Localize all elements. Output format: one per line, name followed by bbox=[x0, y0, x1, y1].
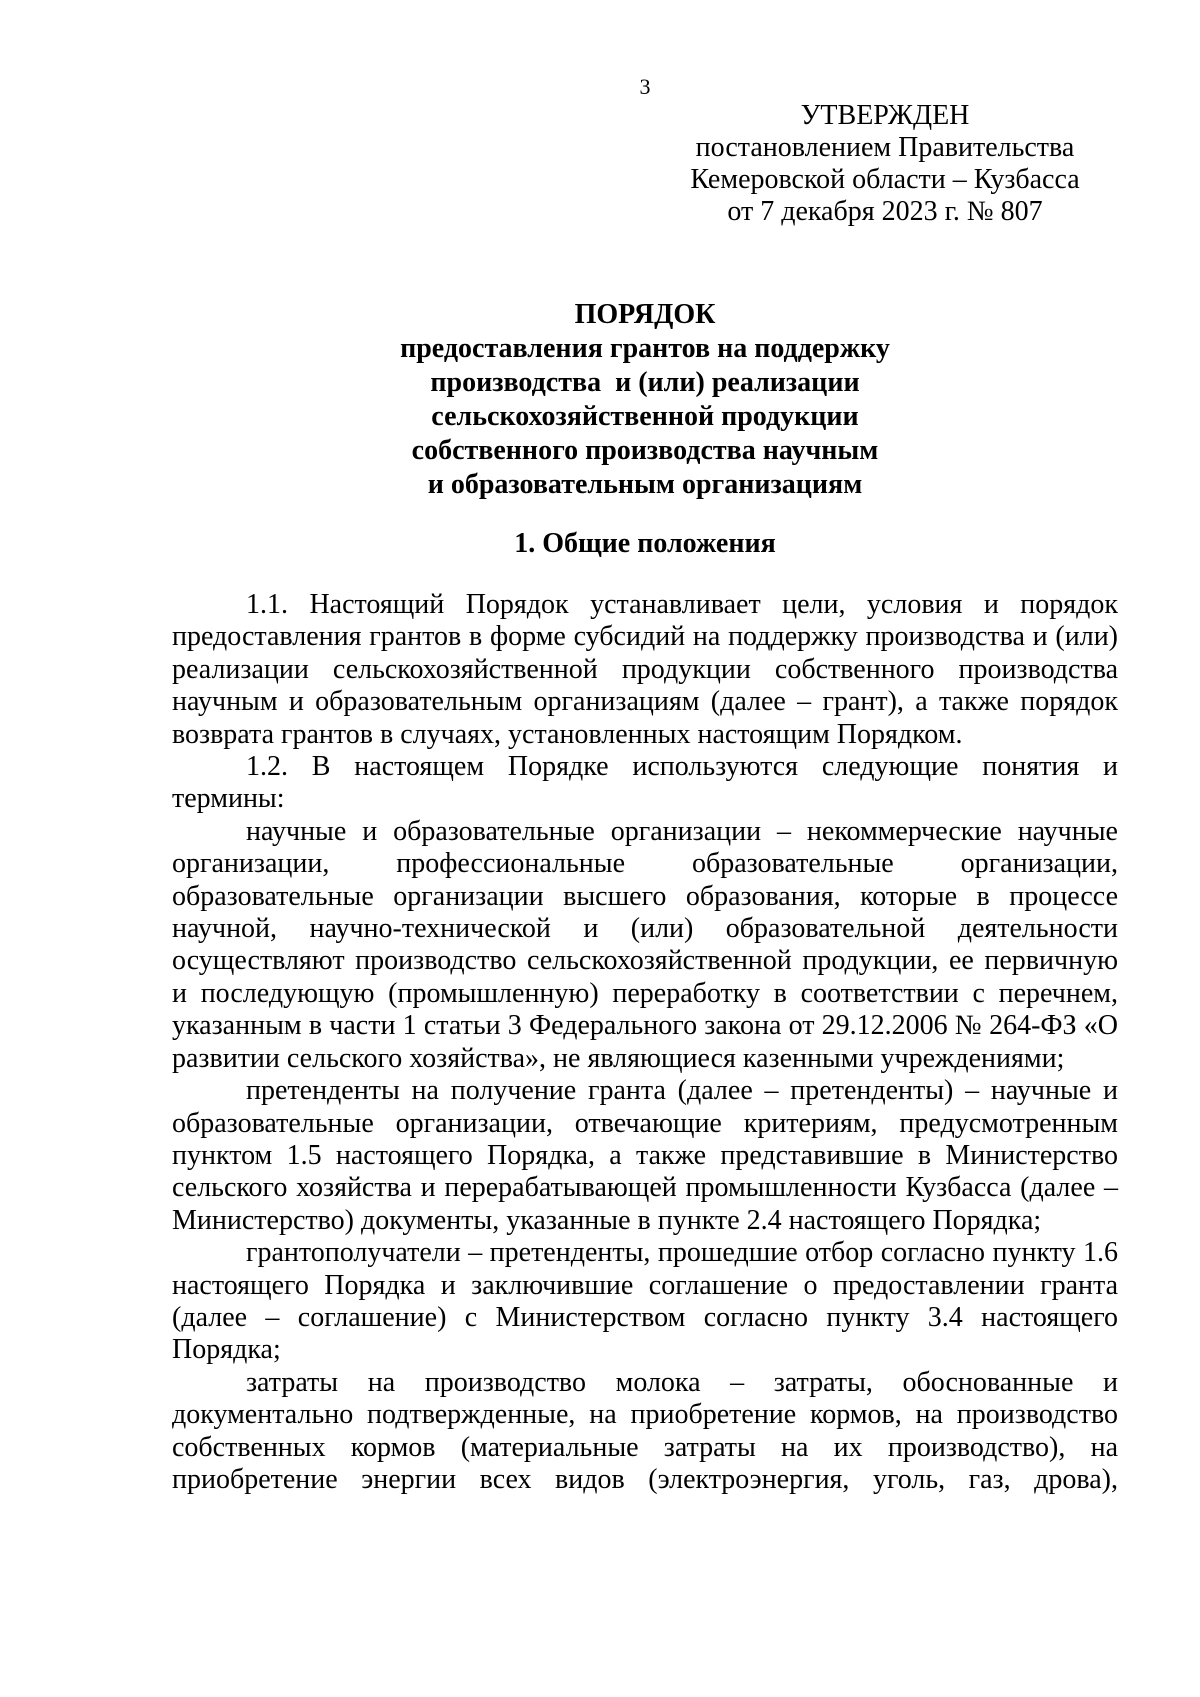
title-line-6: и образовательным организациям bbox=[427, 469, 863, 500]
approval-stamp bbox=[680, 100, 1090, 228]
title-line-1: ПОРЯДОК bbox=[574, 299, 716, 330]
approval-line-1: УТВЕРЖДЕН bbox=[800, 100, 970, 131]
title-line-5: собственного производства научным bbox=[411, 435, 879, 466]
approval-line-2: постановлением Правительства bbox=[695, 132, 1075, 163]
page-number: 3 bbox=[639, 74, 651, 99]
document-body bbox=[172, 589, 1118, 1496]
section-heading: 1. Общие положения bbox=[514, 528, 776, 559]
title-line-3: производства и (или) реализации bbox=[430, 367, 860, 398]
paragraph-1-1: 1.1. Настоящий Порядок устанавливает цели, условия и порядок предоставления грантов в форме субсидий на поддержку производства и (или) реализации сельскохозяйственной продукции собственного производства научным и образовательным организациям (далее – грант), а также порядок возврата грантов в случаях, установленных настоящим Порядком. bbox=[172, 589, 1118, 750]
approval-line-4: от 7 декабря 2023 г. № 807 bbox=[727, 196, 1043, 227]
definition-applicants: претенденты на получение гранта (далее – претенденты) – научные и образовательные организации, отвечающие критериям, предусмотренным пунктом 1.5 настоящего Порядка, а также представившие в Министерство сельского хозяйства и перерабатывающей промышленности Кузбасса (далее – Министерство) документы, указанные в пункте 2.4 настоящего Порядка; bbox=[172, 1075, 1118, 1236]
definition-milk-costs: затраты на производство молока – затраты, обоснованные и документально подтвержденные, на приобретение кормов, на производство собственных кормов (материальные затраты на их производство), на приобретение энергии всех видов (электроэнергия, уголь, газ, дрова), bbox=[172, 1366, 1118, 1495]
title-line-4: сельскохозяйственной продукции bbox=[431, 401, 859, 432]
title-line-2: предоставления грантов на поддержку bbox=[400, 333, 890, 364]
definition-organizations: научные и образовательные организации – некоммерческие научные организации, профессиональные образовательные организации, образовательные организации высшего образования, которые в процессе научной, научно-технической и (или) образовательной деятельности осуществляют производство сельскохозяйственной продукции, ее первичную и последующую (промышленную) переработку в соответствии с перечнем, указанным в части 1 статьи 3 Федерального закона от 29.12.2006 № 264-ФЗ «О развитии сельского хозяйства», не являющиеся казенными учреждениями; bbox=[172, 815, 1118, 1074]
paragraph-1-2: 1.2. В настоящем Порядке используются следующие понятия и термины: bbox=[172, 751, 1118, 815]
document-title bbox=[0, 298, 1200, 502]
approval-line-3: Кемеровской области – Кузбасса bbox=[690, 164, 1080, 195]
definition-grantees: грантополучатели – претенденты, прошедшие отбор согласно пункту 1.6 настоящего Порядка и заключившие соглашение о предоставлении гранта (далее – соглашение) с Министерством согласно пункту 3.4 настоящего Порядка; bbox=[172, 1237, 1118, 1366]
